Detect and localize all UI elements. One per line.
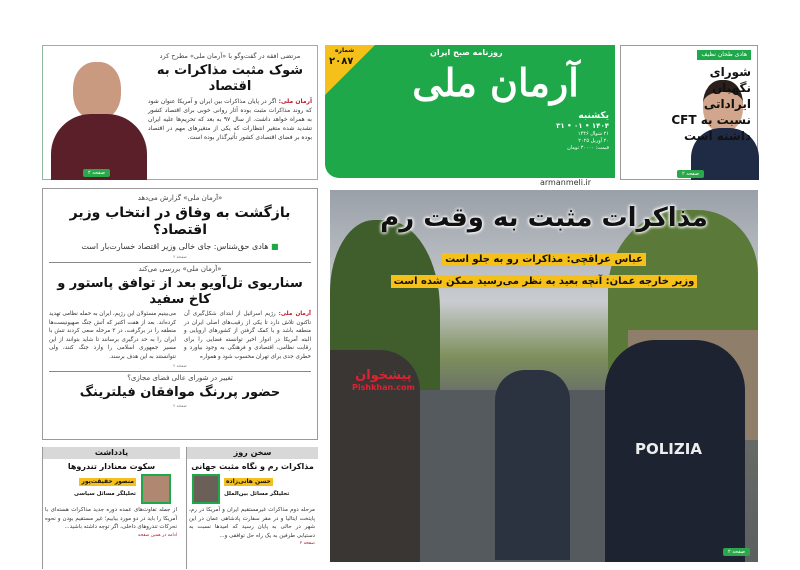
page-ref[interactable]: صفحه ۲ — [723, 548, 750, 556]
divider — [49, 262, 311, 263]
tagline: روزنامه صبح ایران — [430, 48, 503, 57]
body-col-2: می‌بینیم مسئولان این رژیم، ایران به حمله نظامی تهدید کرده‌اند. بعد از هفت اکتبر که آتش جنگ صهیونیست‌ها منطقه را در برگرفت، در ۳ مرحله سعی کردند تنش با ایران را به حد درگیری برسانند تا شاید بتوانند از این مسیر جمهوری اسلامی را وارد جنگ کنند، ولی نتوانستند به این هدف برسند. — [49, 311, 176, 360]
headline[interactable]: سناریوی تل‌آویو بعد از توافق پاستور و کاخ سفید — [57, 276, 303, 307]
column-text — [189, 506, 315, 547]
page-ref[interactable]: صفحه ۲ — [677, 170, 704, 178]
main-photo[interactable] — [330, 190, 758, 562]
top-left-text — [148, 52, 312, 142]
stories-box — [42, 188, 318, 440]
top-right-story[interactable] — [620, 45, 758, 180]
page-ref[interactable]: صفحه ۲ — [173, 254, 187, 259]
kicker: «آرمان ملی» گزارش می‌دهد — [137, 194, 223, 202]
author-photo — [192, 474, 220, 504]
page-ref[interactable]: صفحه ۲ — [173, 363, 187, 368]
date-hijri: ۲۱ شوال ۱۴۴۶ — [577, 131, 609, 137]
bullet-icon: ■ — [268, 242, 279, 251]
headline: شوک مثبت مذاکرات به اقتصاد — [156, 63, 304, 94]
author-photo — [141, 474, 171, 504]
headline: مذاکرات رم و نگاه مثبت جهانی — [191, 462, 314, 471]
column-body: از جمله تفاوت‌های عمده دوره جدید مذاکرات هسته‌ای با آمریکا را باید در دو مورد بیابیم؛ غیر مستقیم بودن و نحوه تحرکات تندروهای داخلی، اگر توجه داشته باشید... — [45, 507, 177, 530]
author-name: حسن هانی‌زاده — [226, 478, 271, 485]
top-left-story[interactable] — [42, 45, 318, 180]
page-ref[interactable]: صفحه ۲ — [173, 403, 187, 408]
author-role: تحلیلگر مسائل سیاسی — [74, 491, 136, 497]
column-yaddasht[interactable] — [42, 447, 180, 569]
author-name: منصور حقیقت‌پور — [81, 478, 134, 485]
lead-text: آرمان ملی: اگر در پایان مذاکرات بین ایران و آمریکا عنوان شود که روند مذاکرات مثبت بوده آثار روانی خوبی برای اقتصاد کشور به همراه خواهد داشت. از سال ۹۷ به بعد که تحریم‌ها علیه ایران تشدید شده متغیر انتظارات که یکی از متغیرهای مهم در اقتصاد بوده بر فضای اقتصادی کشور تأثیرگذار بوده است. — [148, 98, 312, 141]
page-ref[interactable]: ادامه در همین صفحه — [138, 532, 177, 538]
kicker: «آرمان ملی» بررسی می‌کند — [138, 265, 222, 273]
section-label: یادداشت — [43, 447, 180, 459]
column-sokhan-rooz[interactable] — [186, 447, 318, 569]
column-text — [45, 506, 177, 539]
day: یکشنبه — [578, 111, 609, 121]
page-ref[interactable]: صفحه ۲ — [83, 169, 110, 177]
masthead — [325, 45, 615, 178]
kicker: تغییر در شورای عالی فضای مجازی؟ — [127, 374, 233, 382]
logo: آرمان ملی — [412, 60, 579, 105]
police-text: POLIZIA — [635, 440, 702, 458]
headline: شورای نگهبان ایراداتی نسبت به CFT داشته است — [671, 65, 751, 143]
sub-headline-2: وزیر خارجه عمان: آنچه بعید به نظر می‌رسید ممکن شده است — [330, 272, 758, 289]
author-role: تحلیلگر مسائل بین‌الملل — [224, 491, 290, 497]
watermark: پیشخوان Pishkhan.com — [352, 368, 415, 392]
kicker: مرتضی افقه در گفت‌وگو با «آرمان ملی» مطرح کرد — [159, 52, 301, 60]
date-gregorian: ۲۰ آوریل ۲۰۲۵ — [578, 138, 609, 144]
page-ref[interactable]: صفحه ۲ — [299, 541, 315, 546]
section-label: سخن روز — [187, 447, 318, 459]
story-body — [49, 310, 311, 361]
price: قیمت: ۳۰۰۰۰ تومان — [567, 145, 609, 151]
headline[interactable]: بازگشت به وفاق در انتخاب وزیر اقتصاد؟ — [69, 205, 291, 238]
date: ۱۴۰۴ • ۰۱ • ۳۱ — [556, 122, 609, 130]
sub-headline: ■ هادی حق‌شناس: جای خالی وزیر اقتصاد خسارت‌بار است — [81, 242, 279, 251]
portrait-photo — [43, 56, 147, 179]
column-body: مرحله دوم مذاکرات غیرمستقیم ایران و آمریکا در رم، پایتخت ایتالیا و در مقر سفارت پادشاهی عمان در این شهر در حالی به پایان رسید که امیدها نسبت به دستیابی طرفین به یک راه حل توافقی و... — [189, 507, 315, 539]
issue-number: ۲۰۸۷ — [329, 56, 354, 67]
sub-headline-1: عباس عراقچی: مذاکرات رو به جلو است — [330, 250, 758, 267]
main-headline[interactable]: مذاکرات مثبت به وقت رم — [380, 203, 708, 233]
headline: سکوت معنادار تندروها — [67, 462, 156, 471]
body-col-1: آرمان ملی: رژیم اسرائیل از ابتدای شکل‌گیری آن تاکنون تلاش دارد تا یکی از رقیب‌های اصلی ایران در منطقه باشد و با کمک گرفتن از کشورهای اروپایی و البته آمریکا در ادوار اخیر توانسته فضایی را برای رقابت نظامی، اقتصادی و فرهنگی به وجود بیاورد و خطری جدی برای تهران محسوب شود و همواره — [184, 311, 311, 360]
author-tag: هادی طحان نظیف — [697, 50, 751, 60]
divider — [49, 371, 311, 372]
person — [495, 370, 570, 560]
headline[interactable]: حضور پررنگ موافقان فیلترینگ — [79, 385, 281, 400]
website[interactable]: armanmeli.ir — [540, 178, 592, 187]
issue-label: شماره — [335, 47, 355, 54]
